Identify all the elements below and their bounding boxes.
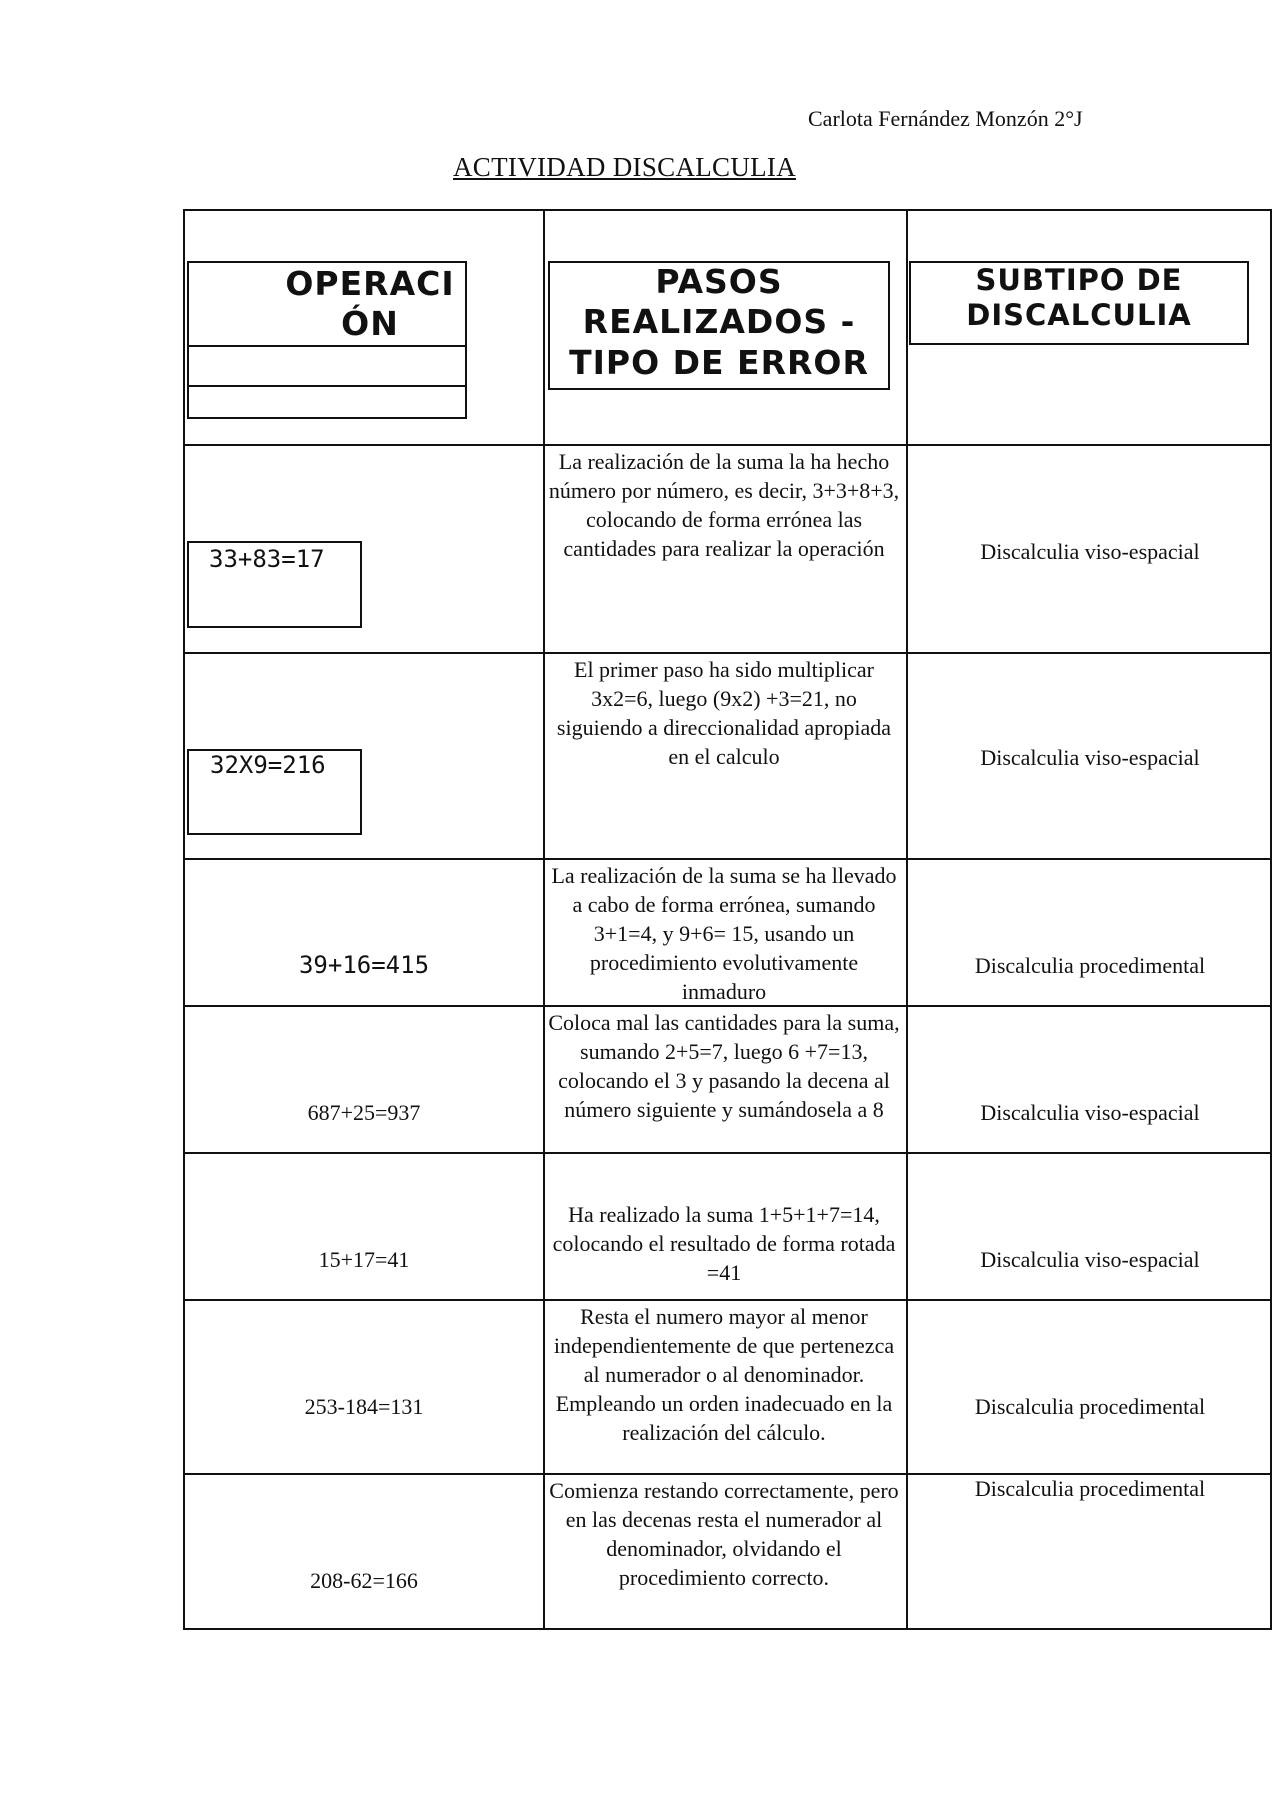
operation-header: OPERACI ÓN: [285, 264, 455, 344]
subtype-cell: Discalculia viso-espacial: [980, 745, 1200, 770]
row-divider: [183, 444, 1272, 446]
steps-header: PASOS REALIZADOS - TIPO DE ERROR: [569, 262, 869, 382]
row-divider: [183, 1152, 1272, 1154]
page-title: ACTIVIDAD DISCALCULIA: [453, 152, 797, 182]
steps-cell: La realización de la suma se ha llevado a cabo de forma errónea, sumando 3+1=4, y 9+6= 15, usando un procedimiento evolutivamente inmaduro: [551, 863, 897, 1004]
subtype-header: SUBTIPO DE DISCALCULIA: [966, 263, 1192, 333]
operation-cell: 208-62=166: [310, 1568, 418, 1593]
row-divider: [183, 858, 1272, 860]
operation-cell: 687+25=937: [307, 1100, 421, 1125]
steps-cell: Resta el numero mayor al menor independientemente de que pertenezca al numerador o al denominador. Empleando un orden inadecuado en la realización del cálculo.: [553, 1304, 895, 1445]
subtype-cell: Discalculia procedimental: [974, 1476, 1206, 1501]
row-divider: [183, 1299, 1272, 1301]
subtype-cell: Discalculia procedimental: [974, 1394, 1206, 1419]
author-name: Carlota Fernández Monzón 2°J: [808, 106, 1083, 131]
column-divider: [543, 209, 545, 1630]
subtype-cell: Discalculia viso-espacial: [980, 1247, 1200, 1272]
steps-cell: Comienza restando correctamente, pero en las decenas resta el numerador al denominador, olvidando el procedimiento correcto.: [549, 1478, 899, 1590]
operation-header-box: [187, 385, 467, 419]
steps-cell: El primer paso ha sido multiplicar 3x2=6, luego (9x2) +3=21, no siguiendo a direccionalidad apropiada en el calculo: [556, 657, 892, 769]
operation-cell: 32X9=216: [210, 751, 326, 779]
steps-cell: La realización de la suma la ha hecho número por número, es decir, 3+3+8+3, colocando de forma errónea las cantidades para realizar la operación: [548, 449, 900, 561]
operation-cell: 33+83=17: [209, 545, 325, 573]
operation-cell: 15+17=41: [318, 1247, 410, 1272]
row-divider: [183, 652, 1272, 654]
steps-cell: Ha realizado la suma 1+5+1+7=14, colocando el resultado de forma rotada =41: [552, 1202, 896, 1285]
subtype-cell: Discalculia viso-espacial: [980, 539, 1200, 564]
steps-cell: Coloca mal las cantidades para la suma, sumando 2+5=7, luego 6 +7=13, colocando el 3 y pasando la decena al número siguiente y sumándosela a 8: [548, 1010, 900, 1122]
operation-cell: 253-184=131: [304, 1394, 424, 1419]
row-divider: [183, 1473, 1272, 1475]
operation-header-box: [187, 345, 467, 387]
operation-cell: 39+16=415: [298, 951, 430, 979]
subtype-cell: Discalculia procedimental: [974, 953, 1206, 978]
subtype-cell: Discalculia viso-espacial: [980, 1100, 1200, 1125]
